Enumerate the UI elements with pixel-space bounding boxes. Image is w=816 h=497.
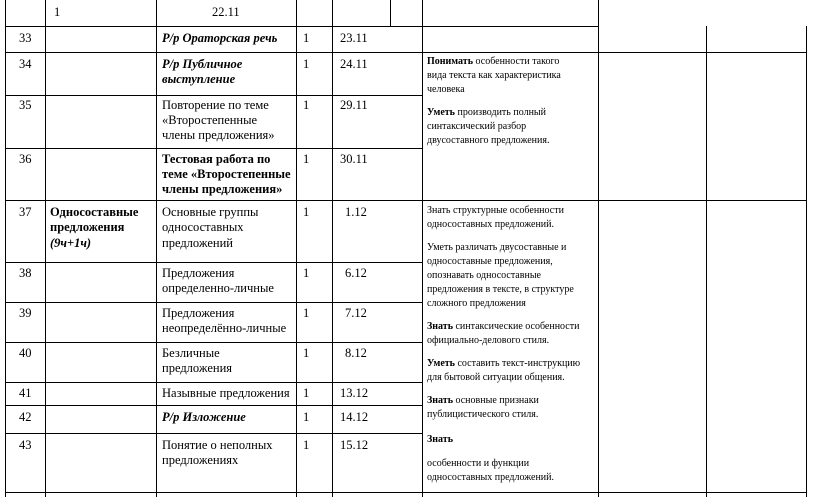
lesson-topic-line: Предложения <box>162 266 235 280</box>
lesson-date: 6.12 <box>345 266 367 280</box>
lesson-hours: 1 <box>303 306 310 320</box>
lesson-topic-line: Основные группы <box>162 205 259 219</box>
lesson-hours: 1 <box>303 98 310 112</box>
lesson-topic-line: выступление <box>162 72 236 86</box>
lesson-date: 23.11 <box>340 31 368 45</box>
lesson-topic-line: неопределённо-личные <box>162 321 287 335</box>
skill-line: сложного предложения <box>427 298 526 309</box>
lesson-hours: 1 <box>303 346 310 360</box>
lesson-topic-line: Р/р Публичное <box>162 57 243 71</box>
skill-line: односоставные предложения, <box>427 256 553 267</box>
lesson-topic: Назывные предложения <box>162 386 290 400</box>
row-num: 35 <box>19 98 32 112</box>
lesson-topic-line: Повторение по теме <box>162 98 269 112</box>
lesson-hours: 1 <box>303 386 310 400</box>
row-num: 41 <box>19 386 32 400</box>
lesson-topic-line: Безличные <box>162 346 220 360</box>
lesson-topic-line: «Второстепенные <box>162 113 258 127</box>
lesson-hours: 1 <box>303 266 310 280</box>
skill-line: Знать структурные особенности <box>427 205 564 216</box>
row-num: 40 <box>19 346 32 360</box>
lesson-topic: Р/р Ораторская речь <box>162 31 278 45</box>
skill-line: односоставных предложений. <box>427 219 555 230</box>
lesson-hours: 1 <box>303 57 310 71</box>
lesson-topic-line: теме «Второстепенные <box>162 167 291 181</box>
lesson-topic-line: определенно-личные <box>162 281 274 295</box>
lesson-date: 30.11 <box>340 152 368 166</box>
skill-line: Уметь составить текст-инструкцию <box>427 358 581 369</box>
lesson-topic-line: члены предложения» <box>162 128 275 142</box>
row-num: 39 <box>19 306 32 320</box>
skill-line: Знать <box>427 434 453 445</box>
top-row-num: 1 <box>54 5 61 19</box>
lesson-hours: 1 <box>303 152 310 166</box>
lesson-topic-line: Тестовая работа по <box>162 152 271 166</box>
skill-line: опознавать односоставные <box>427 270 541 281</box>
lesson-date: 14.12 <box>340 410 369 424</box>
section-title-line: Односоставные <box>50 205 139 219</box>
lesson-topic: Р/р Изложение <box>162 410 246 424</box>
section-hours: (9ч+1ч) <box>50 236 92 250</box>
lesson-date: 1.12 <box>345 205 367 219</box>
row-num: 33 <box>19 31 32 45</box>
lesson-date: 24.11 <box>340 57 368 71</box>
skill-line: особенности и функции <box>427 458 530 469</box>
row-num: 43 <box>19 438 32 452</box>
lesson-topic-line: Понятие о неполных <box>162 438 273 452</box>
skill-line: публицистического стиля. <box>427 409 539 420</box>
row-num: 42 <box>19 410 32 424</box>
lesson-hours: 1 <box>303 205 310 219</box>
skill-line: Уметь различать двусоставные и <box>427 242 567 253</box>
top-row-date: 22.11 <box>212 5 240 19</box>
lesson-date: 13.12 <box>340 386 369 400</box>
lesson-topic-line: Предложения <box>162 306 235 320</box>
lesson-hours: 1 <box>303 438 310 452</box>
lesson-topic-line: предложениях <box>162 453 239 467</box>
skill-line: для бытовой ситуации общения. <box>427 372 565 383</box>
lesson-topic-line: предложения <box>162 361 233 375</box>
row-num: 34 <box>19 57 32 71</box>
row-num: 38 <box>19 266 32 280</box>
lesson-topic-line: односоставных <box>162 220 244 234</box>
lesson-topic-line: члены предложения» <box>162 182 283 196</box>
row-num: 37 <box>19 205 32 219</box>
skill-line: Знать синтаксические особенности <box>427 321 580 332</box>
skill-line: двусоставного предложения. <box>427 135 550 146</box>
skill-line: синтаксический разбор <box>427 121 527 132</box>
row-num: 36 <box>19 152 32 166</box>
skill-line: предложения в тексте, в структуре <box>427 284 574 295</box>
skill-line: официально-делового стиля. <box>427 335 550 346</box>
lesson-date: 8.12 <box>345 346 367 360</box>
lesson-hours: 1 <box>303 410 310 424</box>
skill-line: Знать основные признаки <box>427 395 539 406</box>
lesson-date: 7.12 <box>345 306 367 320</box>
skill-line: Понимать особенности такого <box>427 56 560 67</box>
lesson-date: 15.12 <box>340 438 369 452</box>
skill-line: односоставных предложений. <box>427 472 555 483</box>
skill-line: Уметь производить полный <box>427 107 546 118</box>
skill-line: человека <box>427 84 465 95</box>
lesson-hours: 1 <box>303 31 310 45</box>
lesson-topic-line: предложений <box>162 236 233 250</box>
skill-line: вида текста как характеристика <box>427 70 561 81</box>
lesson-date: 29.11 <box>340 98 368 112</box>
section-title-line: предложения <box>50 220 125 234</box>
